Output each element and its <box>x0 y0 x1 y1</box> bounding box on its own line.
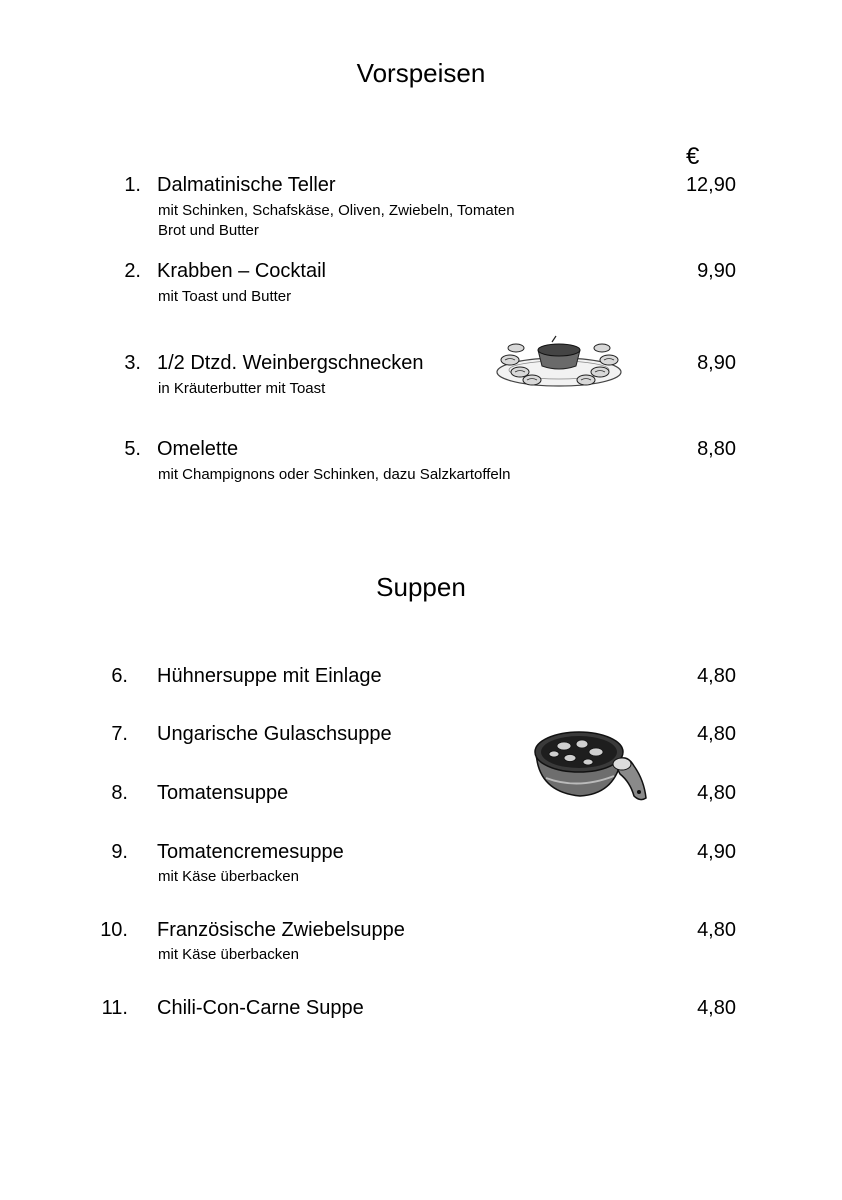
item-price: 4,80 <box>697 665 736 687</box>
item-number: 6. <box>111 665 128 687</box>
item-name: Krabben – Cocktail <box>157 260 326 282</box>
item-name: Hühnersuppe mit Einlage <box>157 665 382 687</box>
item-name: Französische Zwiebelsuppe <box>157 919 405 941</box>
item-price: 4,80 <box>697 782 736 804</box>
item-price: 8,80 <box>697 438 736 460</box>
item-number: 8. <box>111 782 128 804</box>
item-description: mit Schinken, Schafskäse, Oliven, Zwiebeln, Tomaten <box>158 202 515 219</box>
item-description: Brot und Butter <box>158 222 259 239</box>
item-description: in Kräuterbutter mit Toast <box>158 380 326 397</box>
item-name: Dalmatinische Teller <box>157 174 336 196</box>
item-price: 4,90 <box>697 841 736 863</box>
item-number: 9. <box>111 841 128 863</box>
item-name: Tomatensuppe <box>157 782 289 804</box>
item-name: Tomatencremesuppe <box>157 841 344 863</box>
item-price: 4,80 <box>697 997 736 1019</box>
item-description: mit Käse überbacken <box>158 946 299 963</box>
currency-symbol: € <box>686 143 700 170</box>
item-price: 4,80 <box>697 919 736 941</box>
item-number: 2. <box>124 260 141 282</box>
item-name: Ungarische Gulaschsuppe <box>157 723 392 745</box>
snail-platter-icon <box>492 332 626 390</box>
item-number: 11. <box>101 997 128 1019</box>
item-description: mit Champignons oder Schinken, dazu Salzkartoffeln <box>158 466 511 483</box>
item-price: 9,90 <box>697 260 736 282</box>
item-name: Omelette <box>157 438 239 460</box>
item-name: Chili-Con-Carne Suppe <box>157 997 364 1019</box>
item-number: 7. <box>111 723 128 745</box>
item-number: 10. <box>100 919 128 941</box>
section-title-suppen: Suppen <box>376 572 466 602</box>
item-number: 5. <box>124 438 141 460</box>
item-name: 1/2 Dtzd. Weinbergschnecken <box>157 352 424 374</box>
section-title-vorspeisen: Vorspeisen <box>356 58 486 88</box>
item-price: 4,80 <box>697 723 736 745</box>
item-description: mit Toast und Butter <box>158 288 292 305</box>
soup-bowl-icon <box>530 722 652 804</box>
item-number: 3. <box>124 352 141 374</box>
item-price: 8,90 <box>697 352 736 374</box>
item-price: 12,90 <box>685 174 736 196</box>
item-description: mit Käse überbacken <box>158 868 299 885</box>
item-number: 1. <box>124 174 141 196</box>
